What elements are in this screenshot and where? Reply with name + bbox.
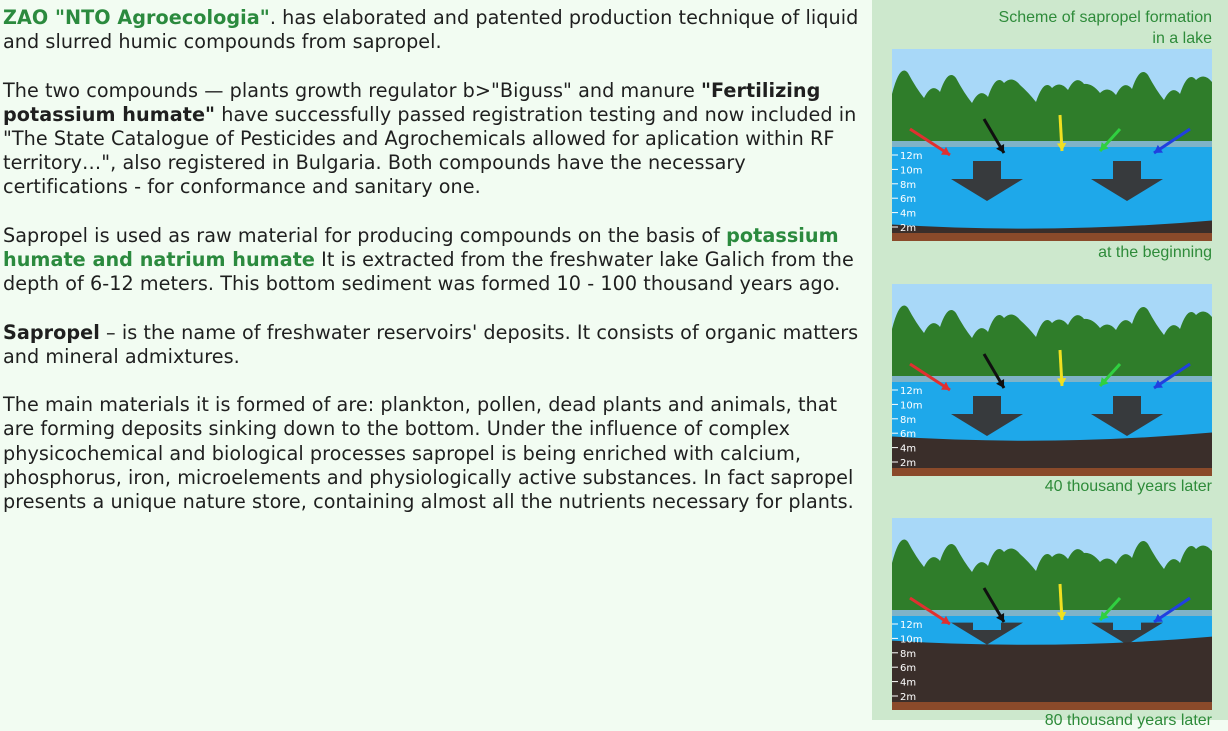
- panel-caption-1: at the beginning: [1098, 244, 1212, 261]
- depth-label: 8m: [900, 179, 917, 191]
- lake-diagram: [892, 284, 1212, 476]
- depth-label: 2m: [900, 223, 917, 234]
- depth-label: 4m: [900, 677, 917, 689]
- depth-label: 8m: [900, 648, 917, 660]
- sapropel-term: Sapropel: [3, 320, 100, 344]
- materials-text: The main materials it is formed of are: plankton, pollen, dead plants and animals, that are forming deposits sinking down to the bottom. Under the influence of complex physicochemical and biological processes sapropel is being enriched with calcium, phosphorus, iron, microelements and physiologically active substances. In fact sapropel presents a unique nature store, containing almost all the nutrients necessary for plants.: [3, 393, 854, 513]
- depth-label: 6m: [900, 663, 917, 675]
- compound-name: "Fertilizing potassium humate": [3, 78, 821, 126]
- depth-label: 2m: [900, 458, 917, 469]
- definition-paragraph: [3, 321, 869, 369]
- depth-label: 12m: [900, 620, 923, 631]
- depth-label: 6m: [900, 429, 917, 441]
- compounds-text-a: The two compounds — plants growth regulator b>"Biguss" and manure: [3, 78, 701, 102]
- raw-material-text-b: It is extracted from the freshwater lake Galich from the depth of 6-12 meters. This bottom sediment was formed 10 - 100 thousand years ago.: [3, 248, 854, 296]
- panel-caption-3: 80 thousand years later: [1044, 712, 1212, 729]
- bedrock: [892, 702, 1212, 710]
- bedrock: [892, 468, 1212, 476]
- depth-label: 4m: [900, 208, 917, 220]
- lake-scene-3: [892, 518, 1212, 710]
- lake-scene-2: [892, 284, 1212, 476]
- bedrock: [892, 233, 1212, 241]
- article-body: [3, 6, 869, 538]
- depth-label: 2m: [900, 692, 917, 703]
- depth-label: 8m: [900, 414, 917, 426]
- raw-material-paragraph: [3, 224, 869, 297]
- depth-label: 10m: [900, 634, 923, 646]
- scheme-title-line1: Scheme of sapropel formation: [998, 9, 1212, 26]
- depth-label: 4m: [900, 443, 917, 455]
- humate-highlight: potassium humate and natrium humate: [3, 223, 839, 271]
- lake-scene-1: [892, 49, 1212, 241]
- water-body: [892, 147, 1212, 236]
- company-name: ZAO "NTO Agroecologia": [3, 6, 270, 29]
- depth-label: 12m: [900, 386, 923, 397]
- sapropel-sediment: [892, 637, 1212, 710]
- depth-label: 12m: [900, 151, 923, 162]
- materials-paragraph: [3, 393, 869, 514]
- definition-text: – is the name of freshwater reservoirs' deposits. It consists of organic matters and mineral admixtures.: [3, 320, 859, 368]
- depth-label: 10m: [900, 165, 923, 177]
- lake-diagram: [892, 518, 1212, 710]
- formation-scheme-sidebar: [872, 0, 1228, 729]
- compounds-text-b: have successfully passed registration testing and now included in "The State Catalogue of Pesticides and Agrochemicals allowed for aplication within RF territory…", also registered in Bulgaria. Both compounds have the necessary certifications - for conformance and sanitary one.: [3, 102, 857, 199]
- raw-material-text-a: Sapropel is used as raw material for producing compounds on the basis of: [3, 223, 727, 247]
- scheme-title: [999, 7, 1212, 49]
- depth-label: 10m: [900, 400, 923, 412]
- intro-paragraph: [3, 6, 869, 54]
- depth-label: 6m: [900, 194, 917, 206]
- panel-caption-2: 40 thousand years later: [1044, 478, 1212, 495]
- compounds-paragraph: [3, 79, 869, 200]
- intro-text: . has elaborated and patented production technique of liquid and slurred humic compounds from sapropel.: [3, 6, 859, 54]
- lake-diagram: [892, 49, 1212, 241]
- scheme-title-line2: in a lake: [1152, 30, 1212, 47]
